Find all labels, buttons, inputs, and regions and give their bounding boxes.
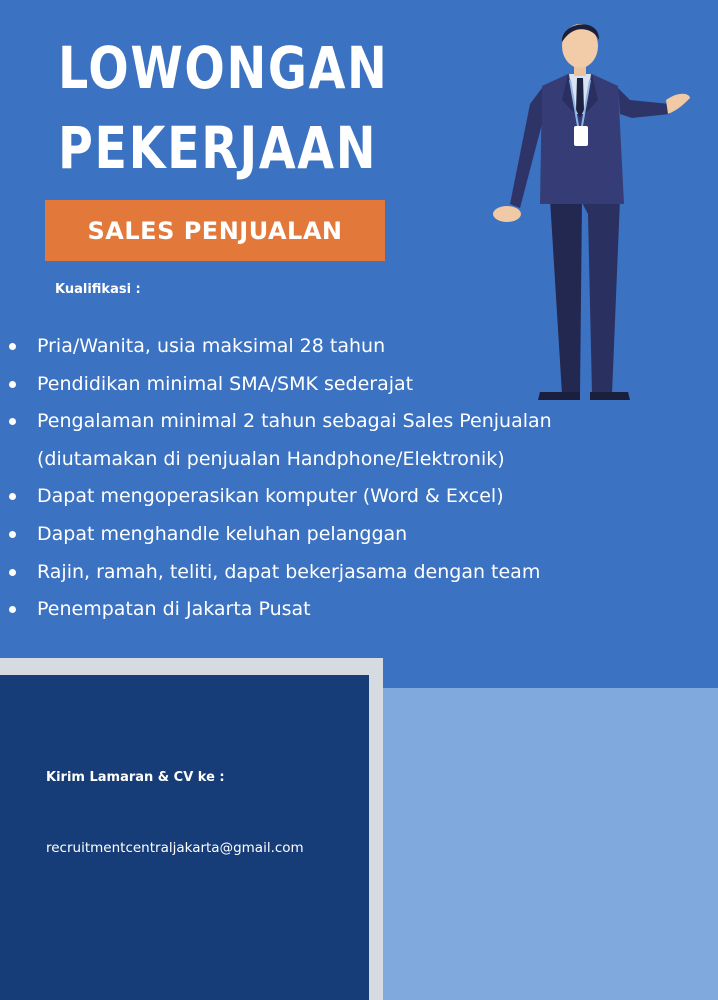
qualification-item: Pengalaman minimal 2 tahun sebagai Sales Penjualan (diutamakan di penjualan Handphone/Elektronik) xyxy=(0,403,660,478)
businessman-icon xyxy=(480,14,700,404)
title-line-1: LOWONGAN xyxy=(58,34,389,102)
qualification-item: Rajin, ramah, teliti, dapat bekerjasama dengan team xyxy=(0,554,660,592)
qualification-item: Dapat mengoperasikan komputer (Word & Excel) xyxy=(0,478,660,516)
qualifications-heading: Kualifikasi : xyxy=(55,282,141,297)
qualification-item: Dapat menghandle keluhan pelanggan xyxy=(0,516,660,554)
position-badge xyxy=(45,200,385,261)
contact-heading: Kirim Lamaran & CV ke : xyxy=(46,770,225,785)
title-line-2: PEKERJAAN xyxy=(58,114,378,182)
contact-email: recruitmentcentraljakarta@gmail.com xyxy=(46,840,304,856)
qualification-item: Pendidikan minimal SMA/SMK sederajat xyxy=(0,366,660,404)
position-label: SALES PENJUALAN xyxy=(87,216,343,245)
page-title xyxy=(58,28,389,188)
contact-panel xyxy=(0,675,369,1000)
qualification-item: Penempatan di Jakarta Pusat xyxy=(0,591,660,629)
light-blue-panel xyxy=(383,688,718,1000)
qualification-item: Pria/Wanita, usia maksimal 28 tahun xyxy=(0,328,660,366)
